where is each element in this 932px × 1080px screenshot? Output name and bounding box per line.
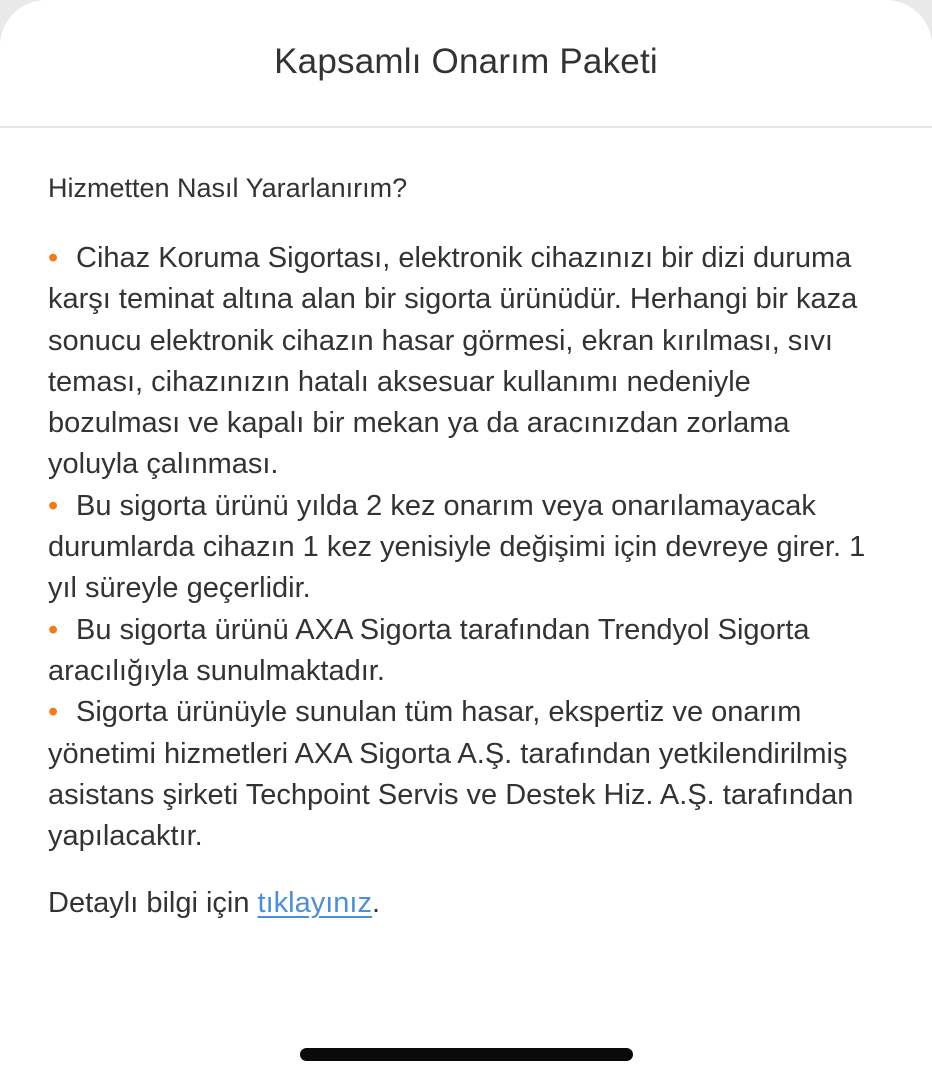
detail-suffix: . (371, 887, 381, 920)
list-item-text: Sigorta ürünüyle sunulan tüm hasar, ekspertiz ve onarım yönetimi hizmetleri AXA Sigorta A.Ş. tarafından yetkilendirilmiş asistans şirketi Techpoint Servis ve Destek Hiz. A.Ş. tarafından yapılacaktır. (48, 696, 854, 853)
list-item-text: Bu sigorta ürünü AXA Sigorta tarafından Trendyol Sigorta aracılığıyla sunulmaktadır. (48, 613, 810, 687)
bullet-dot-icon: • (48, 696, 59, 729)
page-title: Kapsamlı Onarım Paketi (274, 42, 658, 81)
sheet-header (0, 0, 932, 128)
home-indicator[interactable] (300, 1048, 633, 1061)
list-item (48, 238, 884, 486)
detail-prefix: Detaylı bilgi için (48, 887, 258, 920)
detail-info (48, 883, 884, 924)
bullet-dot-icon: • (48, 613, 59, 646)
list-item (48, 486, 884, 610)
section-heading: Hizmetten Nasıl Yararlanırım? (48, 173, 408, 203)
list-item-text: Bu sigorta ürünü yılda 2 kez onarım veya onarılamayacak durumlarda cihazın 1 kez yenisiyle değişimi için devreye girer. 1 yıl süreyle geçerlidir. (48, 489, 866, 605)
bullet-dot-icon: • (48, 242, 59, 274)
list-item-text: Cihaz Koruma Sigortası, elektronik cihazınızı bir dizi duruma karşı teminat altına alan bir sigorta ürünüdür. Herhangi bir kaza sonucu elektronik cihazın hasar görmesi, ekran kırılması, sıvı teması, cihazınızın hatalı aksesuar kullanımı nedeniyle bozulması ve kapalı bir mekan ya da aracınızdan zorlama yoluyla çalınması. (48, 242, 858, 481)
details-link[interactable]: tıklayınız (257, 887, 372, 920)
bullet-dot-icon: • (48, 489, 59, 522)
list-item (48, 610, 884, 693)
info-list (48, 238, 884, 857)
sheet-content (0, 172, 932, 924)
list-item (48, 692, 884, 857)
